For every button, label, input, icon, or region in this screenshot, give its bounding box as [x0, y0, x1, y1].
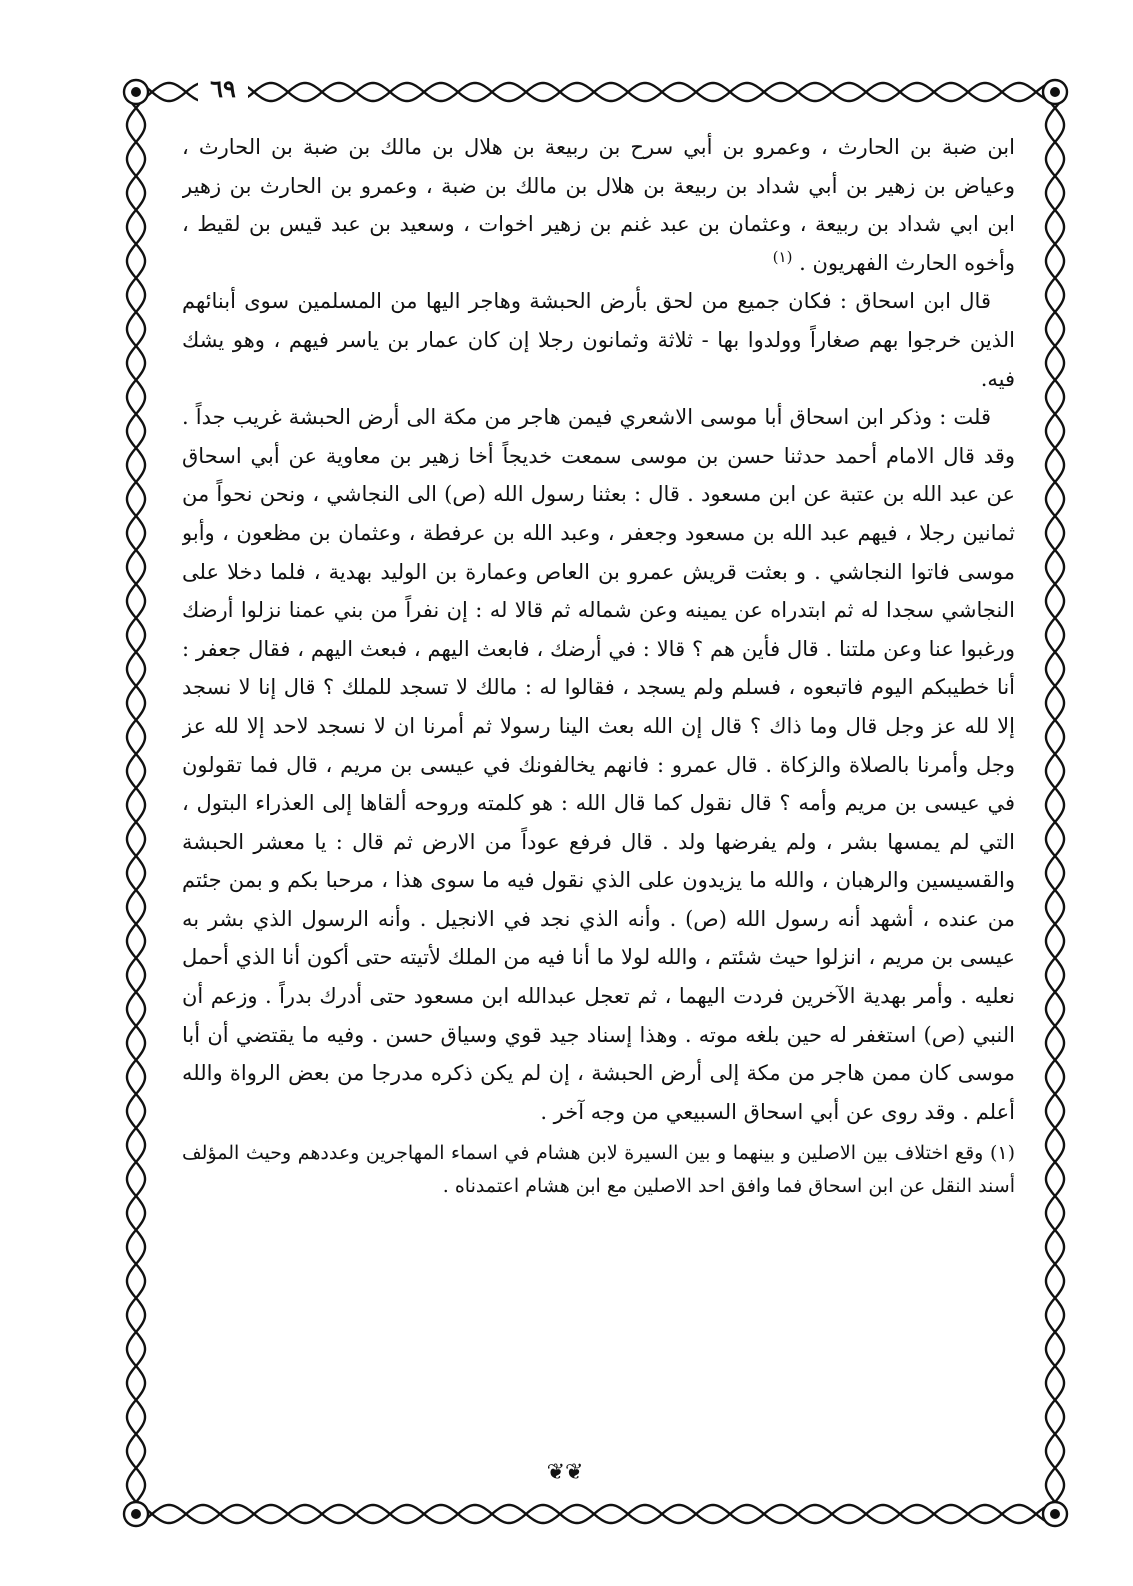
paragraph-1 — [182, 128, 1015, 282]
paragraph-3 — [182, 398, 1015, 1131]
main-text — [182, 128, 1015, 1448]
paragraph-1-text: ابن ضبة بن الحارث ، وعمرو بن أبي سرح بن ربيعة بن هلال بن مالك بن ضبة بن الحارث ، وعياض بن زهير بن أبي شداد بن ربيعة بن هلال بن مالك بن ضبة ، وعمرو بن الحارث بن زهير ابن ابي شداد بن ربيعة ، وعثمان بن عبد غنم بن زهير اخوات ، وسعيد بن عبد قيس بن لقيط ، وأخوه الحارث الفهريون . — [182, 135, 1015, 275]
page-number: ٦٩ — [198, 72, 248, 106]
paragraph-3-text: قلت : وذكر ابن اسحاق أبا موسى الاشعري فيمن هاجر من مكة الى أرض الحبشة غريب جداً . وقد قال الامام أحمد حدثنا حسن بن موسى سمعت خديجاً أخا زهير بن معاوية عن أبي اسحاق عن عبد الله بن عتبة عن ابن مسعود . قال : بعثنا رسول الله (ص) الى النجاشي ، ونحن نحواً من ثمانين رجلا ، فيهم عبد الله بن مسعود وجعفر ، وعبد الله بن عرفطة ، وعثمان بن مظعون ، وأبو موسى فاتوا النجاشي . و بعثت قريش عمرو بن العاص وعمارة بن الوليد بهدية ، فلما دخلا على النجاشي سجدا له ثم ابتدراه عن يمينه وعن شماله ثم قالا له : إن نفراً من بني عمنا نزلوا أرضك ورغبوا عنا وعن ملتنا . قال فأين هم ؟ قالا : في أرضك ، فابعث اليهم ، فبعث اليهم ، فقال جعفر : أنا خطيبكم اليوم فاتبعوه ، فسلم ولم يسجد ، فقالوا له : مالك لا تسجد للملك ؟ قال إنا لا نسجد إلا لله عز وجل قال وما ذاك ؟ قال إن الله بعث الينا رسولا ثم أمرنا ان لا نسجد لاحد إلا لله عز وجل وأمرنا بالصلاة والزكاة . قال عمرو : فانهم يخالفونك في عيسى بن مريم ، قال فما تقولون في عيسى بن مريم وأمه ؟ قال نقول كما قال الله : هو كلمته وروحه ألقاها إلى العذراء البتول ، التي لم يمسها بشر ، ولم يفرضها ولد . قال فرفع عوداً من الارض ثم قال : يا معشر الحبشة والقسيسين والرهبان ، والله ما يزيدون على الذي نقول فيه ما سوى هذا ، مرحبا بكم و بمن جئتم من عنده ، أشهد أنه رسول الله (ص) . وأنه الذي نجد في الانجيل . وأنه الرسول الذي بشر به عيسى بن مريم ، انزلوا حيث شئتم ، والله لولا ما أنا فيه من الملك لأتيته حتى أكون أنا الذي أحمل نعليه . وأمر بهدية الآخرين فردت اليهما ، ثم تعجل عبدالله ابن مسعود حتى أدرك بدراً . وزعم أن النبي (ص) استغفر له حين بلغه موته . وهذا إسناد جيد قوي وسياق حسن . وفيه ما يقتضي أن أبا موسى كان ممن هاجر من مكة إلى أرض الحبشة ، إن لم يكن ذكره مدرجا من بعض الرواة والله أعلم . وقد روى عن أبي اسحاق السبيعي من وجه آخر . — [182, 405, 1015, 1124]
footnote-reference: (١) — [772, 247, 793, 266]
footnote — [182, 1137, 1015, 1203]
footnote-text: وقع اختلاف بين الاصلين و بينهما و بين السيرة لابن هشام في اسماء المهاجرين وعددهم وحيث المؤلف أسند النقل عن ابن اسحاق فما وافق احد الاصلين مع ابن هشام اعتمدناه . — [182, 1142, 1015, 1198]
paragraph-2 — [182, 282, 1015, 398]
footnote-number: (١) — [989, 1142, 1015, 1165]
end-ornament-icon: ❦❦ — [546, 1460, 584, 1485]
paragraph-2-text: قال ابن اسحاق : فكان جميع من لحق بأرض الحبشة وهاجر اليها من المسلمين سوى أبنائهم الذين خرجوا بهم صغاراً وولدوا بها - ثلاثة وثمانون رجلا إن كان عمار بن ياسر فيهم ، وهو يشك فيه. — [182, 289, 1015, 391]
